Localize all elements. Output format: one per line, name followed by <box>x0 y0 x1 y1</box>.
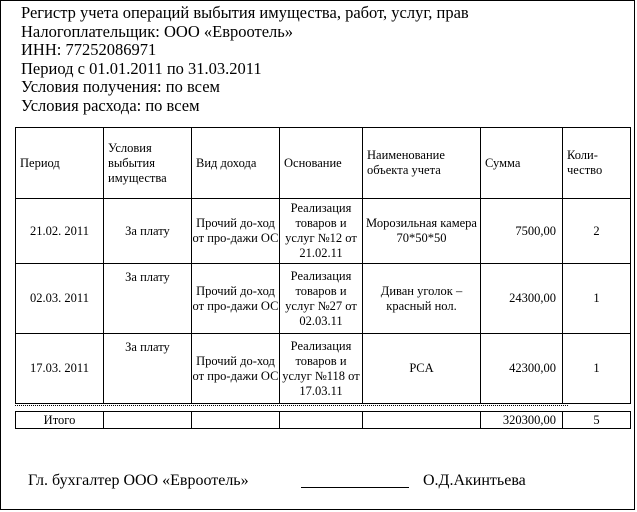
document-header <box>21 4 469 116</box>
column-header-period: Период <box>16 128 104 199</box>
total-amount: 320300,00 <box>481 412 563 429</box>
cell-income-type: Прочий до-ход от про-дажи ОС <box>192 264 280 334</box>
expense-conditions-line: Условия расхода: по всем <box>21 95 200 115</box>
cell-basis: Реализация товаров и услуг №12 от 21.02.11 <box>280 199 363 264</box>
inn-line: ИНН: 77252086971 <box>21 40 157 60</box>
column-header-condition: Условия выбытия имущества <box>104 128 192 199</box>
column-header-income-type: Вид дохода <box>192 128 280 199</box>
total-label: Итого <box>16 412 104 429</box>
signature-position: Гл. бухгалтер ООО «Евроотель» <box>28 472 249 489</box>
table-row <box>16 264 631 334</box>
cell-quantity: 2 <box>563 199 631 264</box>
cell-condition: За плату <box>104 199 192 264</box>
cell-income-type: Прочий до-ход от про-дажи ОС <box>192 334 280 404</box>
period-line: Период с 01.01.2011 по 31.03.2011 <box>21 58 262 78</box>
total-empty-cell <box>192 412 280 429</box>
receipt-conditions-line: Условия получения: по всем <box>21 77 220 97</box>
signer-name: О.Д.Акинтьева <box>423 472 526 489</box>
cell-condition: За плату <box>104 334 192 404</box>
column-header-amount: Сумма <box>481 128 563 199</box>
cell-object: PCA <box>363 334 481 404</box>
cell-period: 21.02. 2011 <box>16 199 104 264</box>
cell-quantity: 1 <box>563 334 631 404</box>
column-header-basis: Основание <box>280 128 363 199</box>
total-row <box>16 412 631 429</box>
table-row <box>16 334 631 404</box>
cell-amount: 42300,00 <box>481 334 563 404</box>
total-empty-cell <box>363 412 481 429</box>
table-row <box>16 199 631 264</box>
cell-condition: За плату <box>104 264 192 334</box>
total-empty-cell <box>104 412 192 429</box>
cell-amount: 7500,00 <box>481 199 563 264</box>
total-quantity: 5 <box>563 412 631 429</box>
document-title: Регистр учета операций выбытия имущества, работ, услуг, прав <box>21 3 469 22</box>
cell-income-type: Прочий до-ход от про-дажи ОС <box>192 199 280 264</box>
dotted-separator <box>15 405 568 406</box>
column-header-quantity: Коли-чество <box>563 128 631 199</box>
cell-period: 17.03. 2011 <box>16 334 104 404</box>
cell-object: Диван уголок – красный нол. <box>363 264 481 334</box>
table-header-row <box>16 128 631 199</box>
cell-object: Морозильная камера 70*50*50 <box>363 199 481 264</box>
cell-quantity: 1 <box>563 264 631 334</box>
total-table <box>15 411 631 429</box>
total-empty-cell <box>280 412 363 429</box>
cell-basis: Реализация товаров и услуг №27 от 02.03.11 <box>280 264 363 334</box>
column-header-object: Наименование объекта учета <box>363 128 481 199</box>
cell-period: 02.03. 2011 <box>16 264 104 334</box>
taxpayer-line: Налогоплательщик: ООО «Евроотель» <box>21 21 294 41</box>
register-table <box>15 127 631 404</box>
cell-amount: 24300,00 <box>481 264 563 334</box>
signature-line <box>301 487 409 488</box>
cell-basis: Реализация товаров и услуг №118 от 17.03.11 <box>280 334 363 404</box>
